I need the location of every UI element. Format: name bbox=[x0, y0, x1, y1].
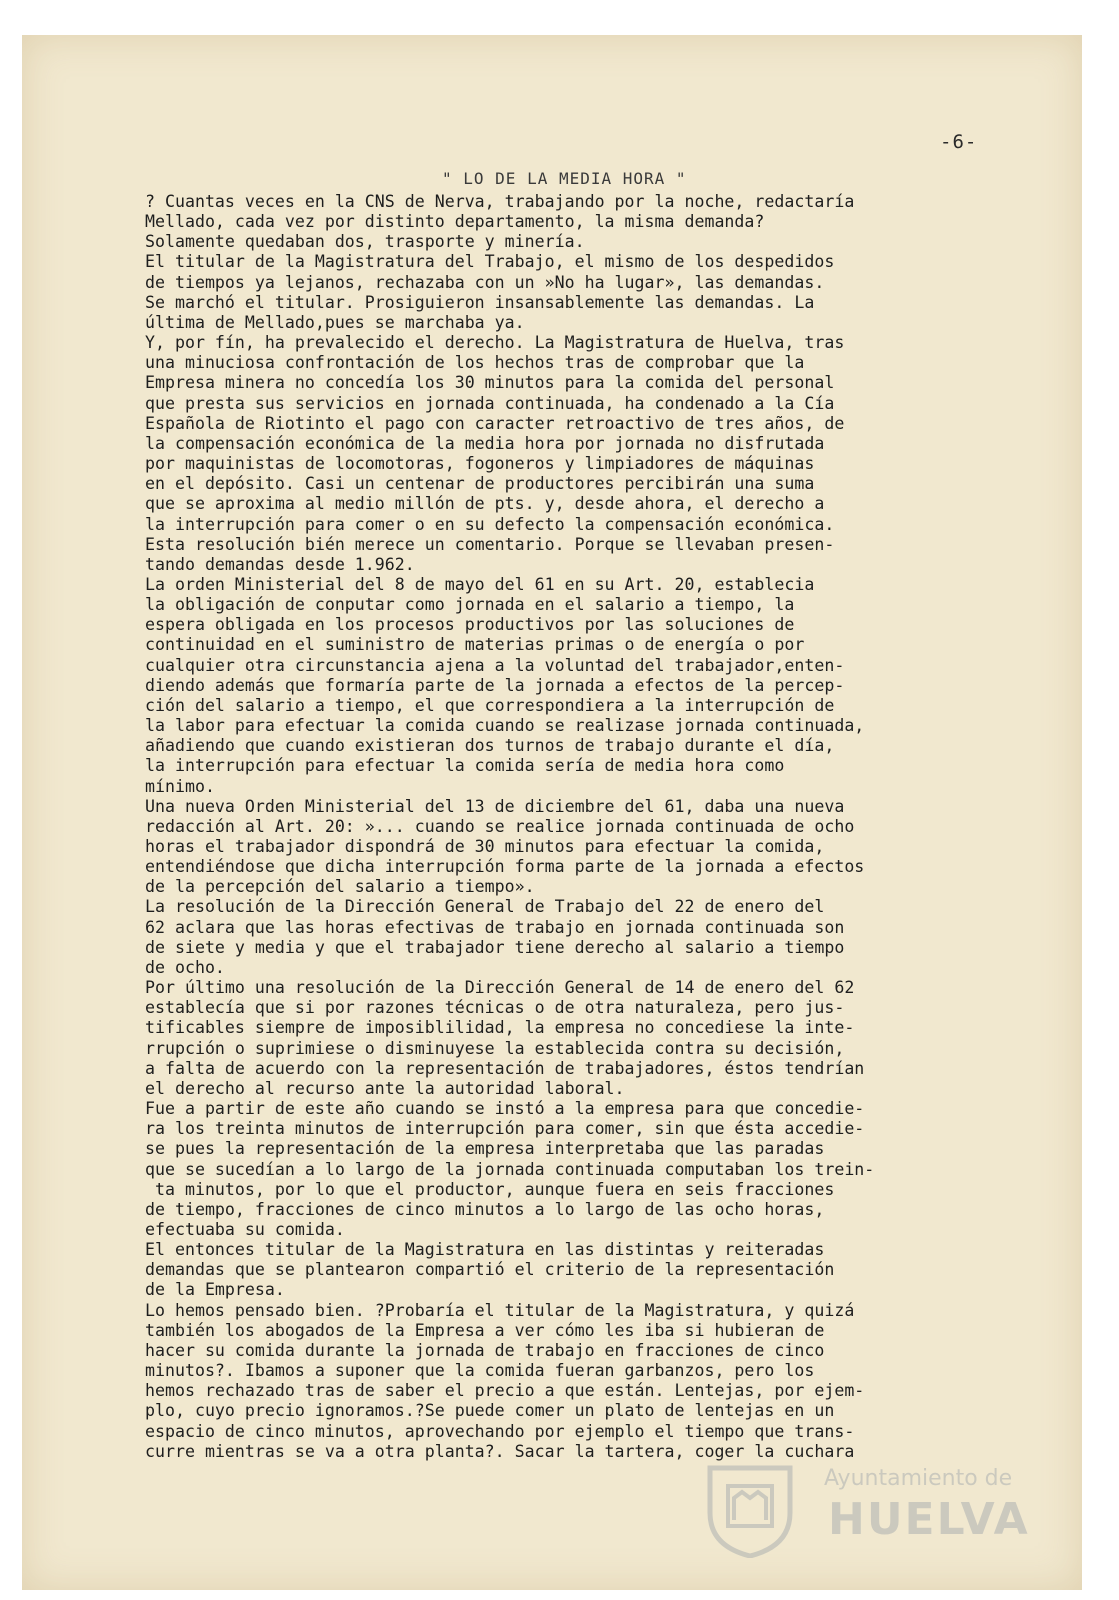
document-body: ? Cuantas veces en la CNS de Nerva, trabajando por la noche, redactaría Mellado, cada vez por distinto departamento, la misma demanda? Solamente quedaban dos, trasporte y minería. El titular de la Magistratura del Trabajo, el mismo de los despedidos de tiempos ya lejanos, rechazaba con un »No ha lugar», las demandas. Se marchó el titular. Prosiguieron insansablemente las demandas. La última de Mellado,pues se marchaba ya. Y, por fín, ha prevalecido el derecho. La Magistratura de Huelva, tras una minuciosa confrontación de los hechos tras de comprobar que la Empresa minera no concedía los 30 minutos para la comida del personal que presta sus servicios en jornada continuada, ha condenado a la Cía Española de Riotinto el pago con caracter retroactivo de tres años, de la compensación económica de la media hora por jornada no disfrutada por maquinistas de locomotoras, fogoneros y limpiadores de máquinas en el depósito. Casi un centenar de productores percibirán una suma que se aproxima al medio millón de pts. y, desde ahora, el derecho a la interrupción para comer o en su defecto la compensación económica. Esta resolución bién merece un comentario. Porque se llevaban presen- tando demandas desde 1.962. La orden Ministerial del 8 de mayo del 61 en su Art. 20, establecia la obligación de conputar como jornada en el salario a tiempo, la espera obligada en los procesos productivos por las soluciones de continuidad en el suministro de materias primas o de energía o por cualquier otra circunstancia ajena a la voluntad del trabajador,enten- diendo además que formaría parte de la jornada a efectos de la percep- ción del salario a tiempo, el que correspondiera a la interrupción de la labor para efectuar la comida cuando se realizase jornada continuada, añadiendo que cuando existieran dos turnos de trabajo durante el día, la interrupción para efectuar la comida sería de media hora como mínimo. Una nueva Orden Ministerial del 13 de diciembre del 61, daba una nueva redacción al Art. 20: »... cuando se realice jornada continuada de ocho horas el trabajador dispondrá de 30 minutos para efectuar la comida, entendiéndose que dicha interrupción forma parte de la jornada a efectos de la percepción del salario a tiempo». La resolución de la Dirección General de Trabajo del 22 de enero del 62 aclara que las horas efectivas de trabajo en jornada continuada son de siete y media y que el trabajador tiene derecho al salario a tiempo de ocho. Por último una resolución de la Dirección General de 14 de enero del 62 establecía que si por razones técnicas o de otra naturaleza, pero jus- tificables siempre de imposiblilidad, la empresa no concediese la inte- rrupción o suprimiese o disminuyese la establecida contra su decisión, a falta de acuerdo con la representación de trabajadores, éstos tendrían el derecho al recurso ante la autoridad laboral. Fue a partir de este año cuando se instó a la empresa para que concedie- ra los treinta minutos de interrupción para comer, sin que ésta accedie- se pues la representación de la empresa interpretaba que las paradas que se sucedían a lo largo de la jornada continuada computaban los trein- ta minutos, por lo que el productor, aunque fuera en seis fracciones de tiempo, fracciones de cinco minutos a lo largo de las ocho horas, efectuaba su comida. El entonces titular de la Magistratura en las distintas y reiteradas demandas que se plantearon compartió el criterio de la representación de la Empresa. Lo hemos pensado bien. ?Probaría el titular de la Magistratura, y quizá también los abogados de la Empresa a ver cómo les iba si hubieran de hacer su comida durante la jornada de trabajo en fracciones de cinco minutos?. Ibamos a suponer que la comida fueran garbanzos, pero los hemos rechazado tras de saber el precio a que están. Lentejas, por ejem- plo, cuyo precio ignoramos.?Se puede comer un plato de lentejas en un espacio de cinco minutos, aprovechando por ejemplo el tiempo que trans- curre mientras se va a otra planta?. Sacar la tartera, coger la cuchara bbox=[145, 192, 875, 1461]
watermark-line-1: Ayuntamiento de bbox=[824, 1466, 1013, 1491]
watermark bbox=[700, 1458, 1030, 1558]
page-number: -6- bbox=[940, 131, 978, 153]
document-title: " LO DE LA MEDIA HORA " bbox=[442, 169, 687, 188]
watermark-line-2: HUELVA bbox=[828, 1494, 1030, 1545]
municipal-crest-icon bbox=[700, 1458, 800, 1558]
